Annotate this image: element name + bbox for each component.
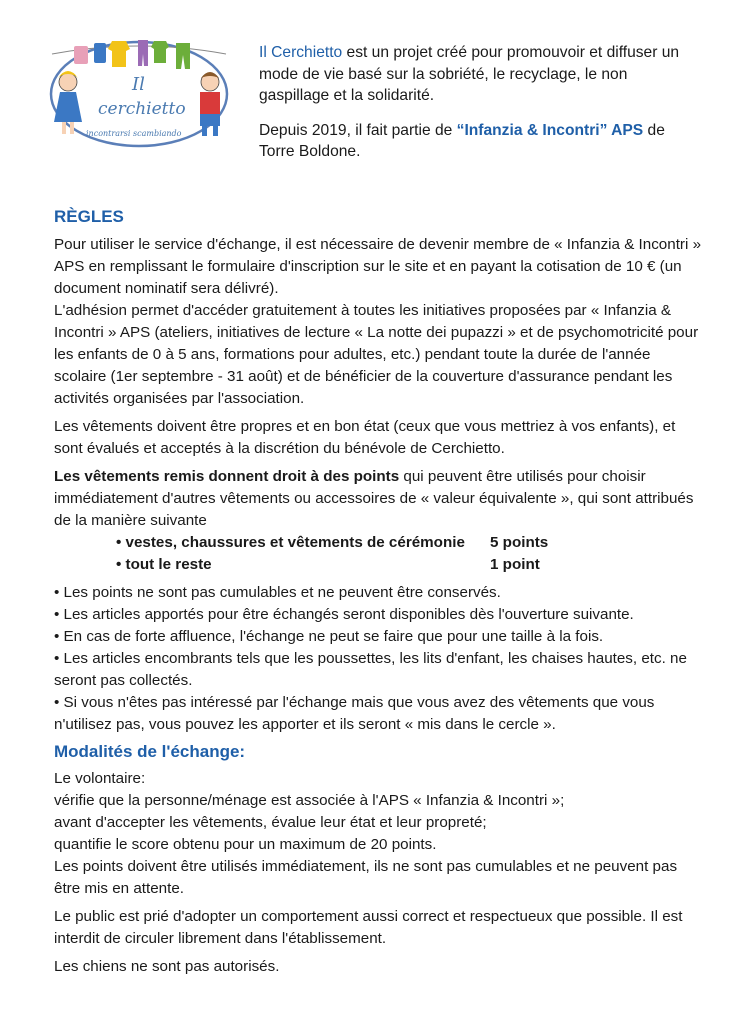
points-row-vestes [54,532,704,554]
intro-text-2a: Depuis 2019, il fait partie de [259,121,457,139]
points-row-reste [54,554,704,576]
organization-name: “Infanzia & Incontri” APS [456,121,644,139]
intro-text-2b: de Torre Boldone. [259,121,665,160]
project-name: Il Cerchietto [259,44,343,61]
public-conduct-paragraph: Le public est prié d'adopter un comportement aussi correct et respectueux que possible. Il est interdit de circuler librement dans l'établissement. [54,908,683,947]
points-value: 5 points [490,534,549,551]
points-label: • vestes, chaussures et vêtements de cérémonie [116,534,465,551]
modalites-line: vérifie que la personne/ménage est associée à l'APS « Infanzia & Incontri »; [54,792,565,809]
modalites-section [54,768,704,978]
modalites-line: Le volontaire: [54,770,146,787]
regles-paragraph-3: Les vêtements doivent être propres et en bon état (ceux que vous mettriez à vos enfants), et sont évalués et acceptés à la discrétion du bénévole de Cerchietto. [54,418,676,457]
regles-paragraph-2: L'adhésion permet d'accéder gratuitement à toutes les initiatives proposées par « Infanzia & Incontri » APS (ateliers, initiatives de lecture « La notte dei pupazzi » et de psychomotricité pour les enfants de 0 à 5 ans, formations pour adultes, etc.) pendant toute la durée de l'année scolaire (1er septembre - 31 août) et de bénéficier de la couverture d'assurance pendant les activités organisées par l'association. [54,302,699,407]
modalites-line: quantifie le score obtenu pour un maximum de 20 points. [54,836,437,853]
cerchietto-logo [46,32,232,150]
intro-paragraph-2 [259,120,699,163]
dogs-paragraph: Les chiens ne sont pas autorisés. [54,958,280,975]
document-page [54,0,704,975]
intro [259,42,699,176]
header [54,0,704,200]
modalites-line: avant d'accepter les vêtements, évalue leur état et leur propreté; [54,814,487,831]
modalites-line: Les points doivent être utilisés immédiatement, ils ne sont pas cumulables et ne peuvent pas être mis en attente. [54,858,678,897]
logo-tagline: incontrarsi scambiando [86,129,182,138]
points-label: • tout le reste [116,556,212,573]
bullet-item: • En cas de forte affluence, l'échange ne peut se faire que pour une taille à la fois. [54,628,604,645]
logo-text-name: cerchietto [98,99,186,119]
points-value: 1 point [490,556,540,573]
points-rule-bold: Les vêtements remis donnent droit à des points [54,468,400,485]
regles-heading: RÈGLES [54,207,124,226]
modalites-heading: Modalités de l'échange: [54,742,246,761]
intro-paragraph-1 [259,42,699,107]
logo-text-il: Il [132,74,145,95]
bullet-item: • Les articles encombrants tels que les poussettes, les lits d'enfant, les chaises hautes, etc. ne seront pas collectés. [54,650,687,689]
regles-section [54,234,704,736]
regles-paragraph-4 [54,466,704,532]
regles-paragraph-1: Pour utiliser le service d'échange, il est nécessaire de devenir membre de « Infanzia & Incontri » APS en remplissant le formulaire d'inscription sur le site et en payant la cotisation de 10 € (un document nominatif sera délivré). [54,236,702,297]
bullet-item: • Les points ne sont pas cumulables et ne peuvent être conservés. [54,584,501,601]
bullet-item: • Si vous n'êtes pas intéressé par l'échange mais que vous avez des vêtements que vous n'utilisez pas, vous pouvez les apporter et ils seront « mis dans le cercle ». [54,694,655,733]
bullet-item: • Les articles apportés pour être échangés seront disponibles dès l'ouverture suivante. [54,606,634,623]
points-rule-text: qui peuvent être utilisés pour choisir immédiatement d'autres vêtements ou accessoires de « valeur équivalente », qui sont attribués de la manière suivante [54,468,694,529]
intro-text-1: est un projet créé pour promouvoir et diffuser un mode de vie basé sur la sobriété, le recyclage, le non gaspillage et la solidarité. [259,44,680,104]
